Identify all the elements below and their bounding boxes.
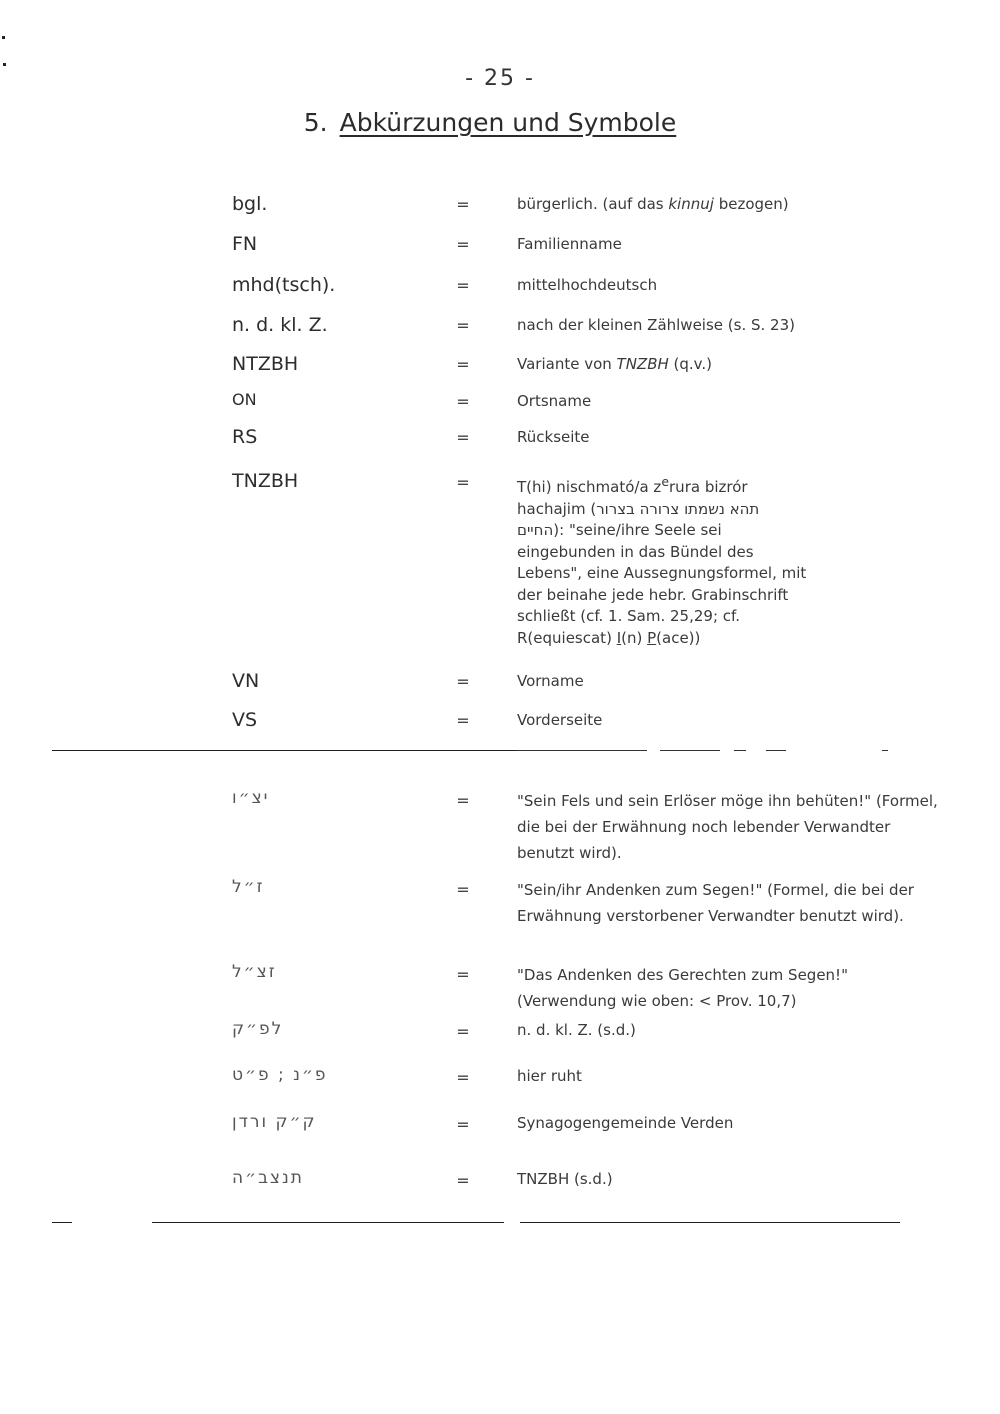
equals-sign: =: [456, 355, 470, 374]
definition: nach der kleinen Zählweise (s. S. 23): [517, 316, 795, 334]
section-divider: [734, 750, 746, 751]
definition: "Sein Fels und sein Erlöser möge ihn behüten!" (Formel, die bei der Erwähnung noch lebender Verwandter benutzt wird).: [517, 792, 938, 862]
section-heading: [0, 108, 980, 137]
definition: hier ruht: [517, 1067, 582, 1085]
definition: TNZBH (s.d.): [517, 1170, 613, 1188]
equals-sign: =: [456, 195, 470, 214]
hebrew-abbreviation: פ״נ ; פ״ט: [232, 1065, 328, 1085]
section-divider: [766, 750, 786, 751]
abbreviation: ON: [232, 390, 257, 409]
definition: bürgerlich. (auf das kinnuj bezogen): [517, 195, 789, 213]
definition: Rückseite: [517, 428, 590, 446]
abbreviation: NTZBH: [232, 353, 299, 375]
page-number: - 25 -: [465, 66, 535, 91]
abbreviation: mhd(tsch).: [232, 274, 336, 296]
section-divider: [882, 750, 888, 751]
definition: n. d. kl. Z. (s.d.): [517, 1021, 636, 1039]
footer-rule: [52, 1222, 72, 1223]
equals-sign: =: [456, 235, 470, 254]
equals-sign: =: [456, 1171, 470, 1190]
definition: "Das Andenken des Gerechten zum Segen!" (Verwendung wie oben: < Prov. 10,7): [517, 966, 848, 1010]
section-divider: [660, 750, 720, 751]
equals-sign: =: [456, 1068, 470, 1087]
abbreviation: n. d. kl. Z.: [232, 314, 328, 336]
abbreviation: TNZBH: [232, 470, 299, 492]
section-divider: [517, 750, 647, 751]
abbreviation: FN: [232, 233, 258, 255]
footer-rule: [152, 1222, 504, 1223]
hebrew-abbreviation: ק״ק ורדן: [232, 1112, 317, 1132]
hebrew-abbreviation: לפ״ק: [232, 1019, 284, 1039]
hebrew-abbreviation: ז״ל: [232, 877, 265, 897]
definition: Ortsname: [517, 392, 592, 410]
equals-sign: =: [456, 880, 470, 899]
hebrew-abbreviation: יצ״ו: [232, 788, 270, 808]
definition: Variante von TNZBH (q.v.): [517, 355, 713, 373]
equals-sign: =: [456, 392, 470, 411]
equals-sign: =: [456, 428, 470, 447]
definition: Synagogengemeinde Verden: [517, 1114, 734, 1132]
definition: Vorname: [517, 672, 584, 690]
equals-sign: =: [456, 1115, 470, 1134]
definition: Vorderseite: [517, 711, 603, 729]
equals-sign: =: [456, 1022, 470, 1041]
hebrew-abbreviation: תנצב״ה: [232, 1168, 304, 1188]
definition: "Sein/ihr Andenken zum Segen!" (Formel, die bei der Erwähnung verstorbener Verwandter benutzt wird).: [517, 881, 914, 925]
equals-sign: =: [456, 791, 470, 810]
abbreviation: VN: [232, 670, 260, 692]
equals-sign: =: [456, 316, 470, 335]
definition: Familienname: [517, 235, 622, 253]
footer-rule: [520, 1222, 900, 1223]
section-number: 5.: [303, 108, 328, 137]
equals-sign: =: [456, 276, 470, 295]
hebrew-abbreviation: זצ״ל: [232, 962, 277, 982]
equals-sign: =: [456, 672, 470, 691]
equals-sign: =: [456, 711, 470, 730]
section-title: Abkürzungen und Symbole: [339, 108, 677, 137]
scan-mark: [2, 36, 5, 39]
equals-sign: =: [456, 473, 470, 492]
abbreviation: VS: [232, 709, 258, 731]
equals-sign: =: [456, 965, 470, 984]
abbreviation: bgl.: [232, 193, 268, 215]
definition: mittelhochdeutsch: [517, 276, 658, 294]
definition: T(hi) nischmató/a $z^erura$ bizrór hachajim (תהא נשמתו צרורה בצרור החיים): "seine/ihre Seele sei eingebunden in das Bündel des Lebens", eine Aussegnungsformel, mit der beinahe jede hebr. Grabinschrift schließt (cf. 1. Sam. 25,29; cf. R(equiescat) I(n) P(ace)): [517, 474, 807, 647]
section-divider: [52, 750, 517, 751]
abbreviation: RS: [232, 426, 258, 448]
